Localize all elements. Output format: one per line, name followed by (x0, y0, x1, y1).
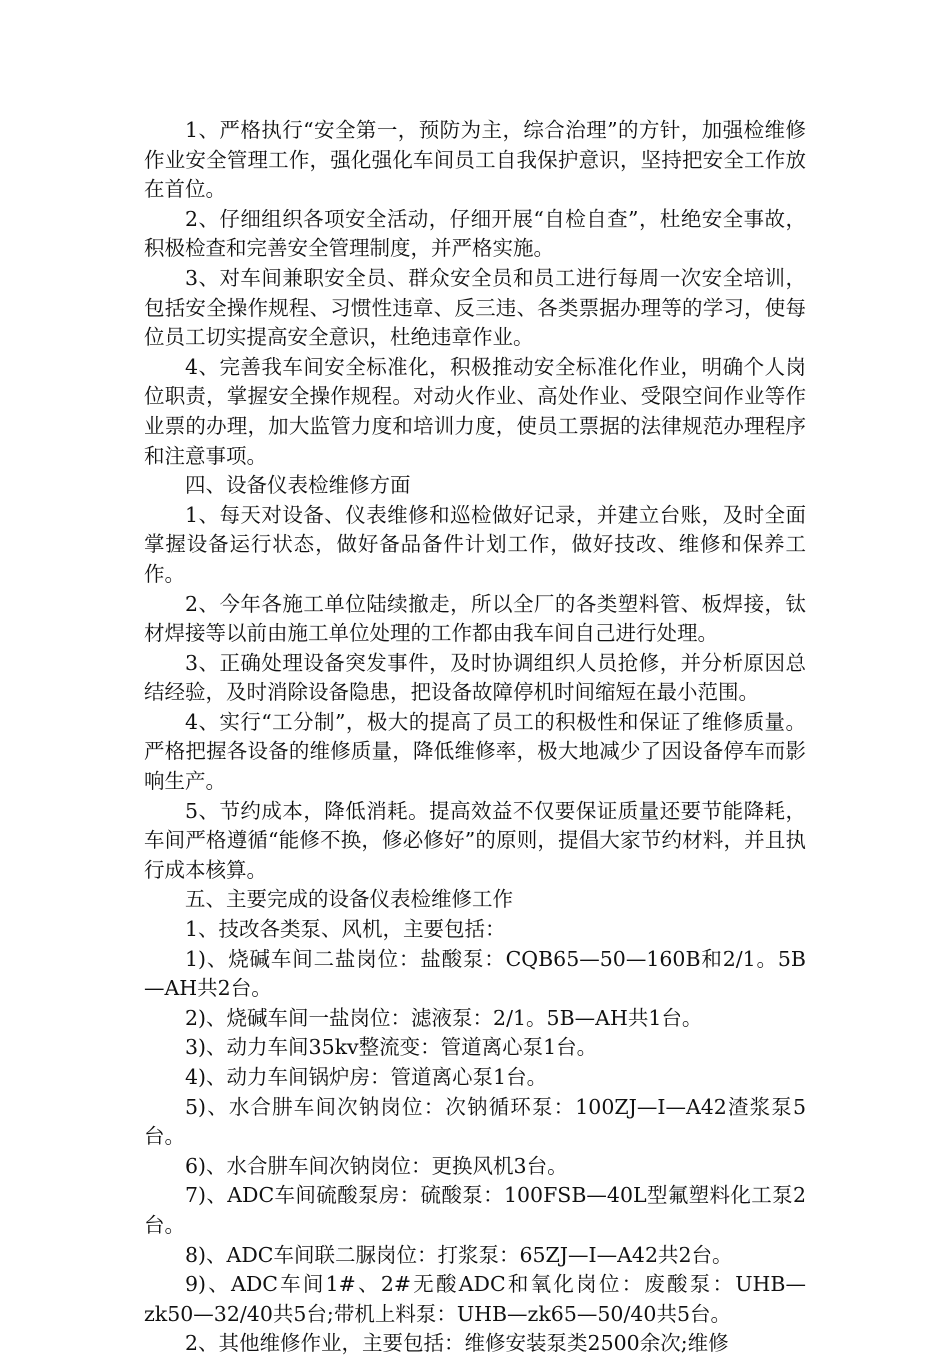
work-subitem-5: 5)、水合肼车间次钠岗位：次钠循环泵：100ZJ—I—A42渣浆泵5台。 (144, 1094, 806, 1149)
document-body (144, 116, 806, 1359)
work-subitem-3: 3)、动力车间35kv整流变：管道离心泵1台。 (185, 1035, 598, 1060)
maintenance-paragraph-5: 5、节约成本，降低消耗。提高效益不仅要保证质量还要节能降耗，车间严格遵循“能修不换，修必修好”的原则，提倡大家节约材料，并且执行成本核算。 (144, 798, 806, 882)
maintenance-paragraph-3: 3、正确处理设备突发事件，及时协调组织人员抢修，并分析原因总结经验，及时消除设备隐患，把设备故障停机时间缩短在最小范围。 (144, 650, 806, 705)
work-subitem-2: 2)、烧碱车间一盐岗位：滤液泵：2/1。5B—AH共1台。 (185, 1005, 703, 1030)
maintenance-paragraph-1: 1、每天对设备、仪表维修和巡检做好记录，并建立台账，及时全面掌握设备运行状态，做好备品备件计划工作，做好技改、维修和保养工作。 (144, 502, 806, 586)
work-item-2-heading: 2、其他维修作业，主要包括：维修安装泵类2500余次;维修 (185, 1331, 729, 1356)
work-subitem-7: 7)、ADC车间硫酸泵房：硫酸泵：100FSB—40L型氟塑料化工泵2台。 (144, 1183, 806, 1237)
safety-paragraph-3: 3、对车间兼职安全员、群众安全员和员工进行每周一次安全培训，包括安全操作规程、习惯性违章、反三违、各类票据办理等的学习，使每位员工切实提高安全意识，杜绝违章作业。 (144, 265, 806, 350)
safety-paragraph-4: 4、完善我车间安全标准化，积极推动安全标准化作业，明确个人岗位职责，掌握安全操作规程。对动火作业、高处作业、受限空间作业等作业票的办理，加大监管力度和培训力度，使员工票据的法律规范办理程序和注意事项。 (144, 354, 806, 468)
section-heading-5: 五、主要完成的设备仪表检维修工作 (185, 887, 513, 912)
work-subitem-4: 4)、动力车间锅炉房：管道离心泵1台。 (185, 1065, 548, 1089)
maintenance-paragraph-2: 2、今年各施工单位陆续撤走，所以全厂的各类塑料管、板焊接，钛材焊接等以前由施工单位处理的工作都由我车间自己进行处理。 (144, 591, 806, 646)
work-subitem-8: 8)、ADC车间联二脲岗位：打浆泵：65ZJ—I—A42共2台。 (185, 1242, 733, 1267)
work-subitem-6: 6)、水合肼车间次钠岗位：更换风机3台。 (185, 1153, 568, 1178)
work-subitem-9: 9)、ADC车间1#、2#无酸ADC和氧化岗位：废酸泵：UHB—zk50—32/40共5台;带机上料泵：UHB—zk65—50/40共5台。 (144, 1272, 806, 1326)
work-item-1-heading: 1、技改各类泵、风机，主要包括： (185, 917, 506, 942)
maintenance-paragraph-4: 4、实行“工分制”，极大的提高了员工的积极性和保证了维修质量。严格把握各设备的维修质量，降低维修率，极大地减少了因设备停车而影响生产。 (144, 709, 806, 794)
safety-paragraph-1: 1、严格执行“安全第一，预防为主，综合治理”的方针，加强检维修作业安全管理工作，强化强化车间员工自我保护意识，坚持把安全工作放在首位。 (144, 118, 806, 202)
safety-paragraph-2: 2、仔细组织各项安全活动，仔细开展“自检自查”，杜绝安全事故，积极检查和完善安全管理制度，并严格实施。 (144, 206, 806, 261)
section-heading-4: 四、设备仪表检维修方面 (185, 473, 411, 498)
work-subitem-1: 1)、烧碱车间二盐岗位：盐酸泵：CQB65—50—160B和2/1。5B—AH共2台。 (144, 946, 806, 1001)
